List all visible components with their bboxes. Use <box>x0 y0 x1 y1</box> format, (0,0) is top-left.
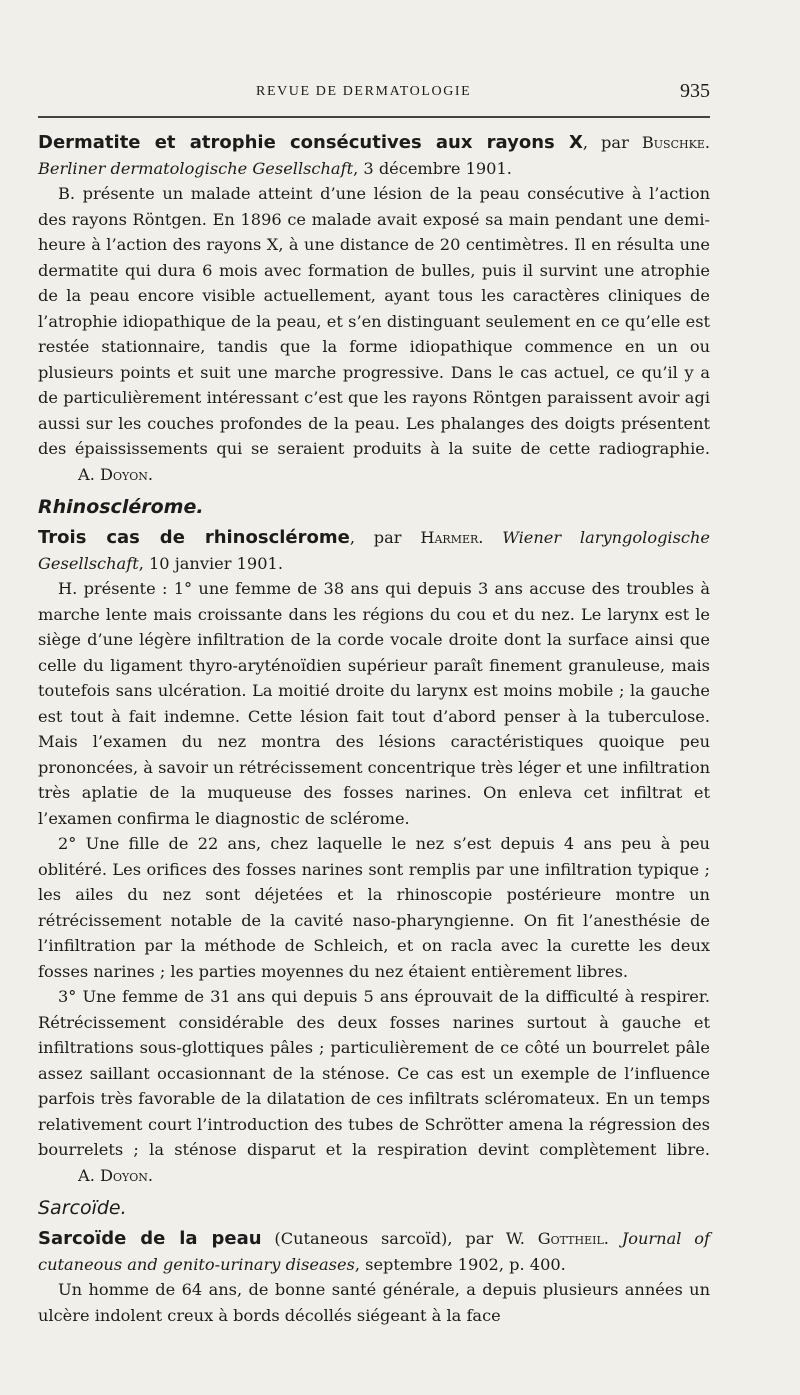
article-sarcoide <box>38 1226 710 1328</box>
article-title: Dermatite et atrophie consécutives aux rayons X <box>38 132 583 153</box>
article-journal: Journal of cutaneous and genito-urinary diseases <box>38 1229 710 1274</box>
article-paragraph-3 <box>38 984 710 1188</box>
article-title: Trois cas de rhinosclérome <box>38 527 350 548</box>
section-heading-sarcoide: Sarcoïde. <box>38 1197 127 1219</box>
article-journal: Wiener laryngologische Gesellschaft <box>38 528 710 573</box>
article-journal: Berliner dermatologische Gesellschaft <box>38 158 354 178</box>
article-body: Un homme de 64 ans, de bonne santé générale, a depuis plusieurs années un ulcère indolent creux à bords décollés siégeant à la face <box>38 1280 710 1325</box>
section-heading-rhinosclerome: Rhinosclérome. <box>38 496 204 518</box>
page <box>38 72 710 1328</box>
page-number: 935 <box>680 80 710 102</box>
article-date: , 10 janvier 1901. <box>138 553 283 573</box>
article-signature: A. Doyon. <box>78 1165 154 1185</box>
body-text: B. présente un malade atteint d’une lésion de la peau consécutive à l’action des rayons Röntgen. En 1896 ce malade avait exposé sa main pendant une demi-heure à l’action des rayons X, à une distance de 20 centimètres. Il en résulta une dermatite qui dura 6 mois avec formation de bulles, puis il survint une atrophie de la peau encore visible actuellement, ayant tous les caractères cliniques de l’atrophie idiopathique de la peau, et s’en distinguant seulement en ce qu’elle est restée stationnaire, tandis que la forme idiopathique commence en un ou plusieurs points et suit une marche progressive. Dans le cas actuel, ce qu’il y a de particulièrement intéressant c’est que les rayons Röntgen paraissent avoir agi aussi sur les couches profondes de la peau. Les phalanges des doigts présentent des épaississements qui se seraient produits à la suite de cette radiographie. <box>38 184 710 458</box>
article-citation <box>38 1226 710 1277</box>
citation-subtitle: (Cutaneous sarcoïd), par W. <box>261 1229 525 1248</box>
article-date: , septembre 1902, p. 400. <box>354 1254 566 1274</box>
article-citation <box>38 130 710 181</box>
article-author: Buschke. <box>641 133 710 152</box>
running-title: REVUE DE DERMATOLOGIE <box>256 84 472 99</box>
article-author: Harmer. <box>420 528 484 547</box>
article-date: , 3 décembre 1901. <box>353 158 512 178</box>
body-text: 3° Une femme de 31 ans qui depuis 5 ans éprouvait de la difficulté à respirer. Rétrécissement considérable des deux fosses narines surtout à gauche et infiltrations sous-glottiques pâles ; particulièrement de ce côté un bourrelet pâle assez saillant occasionnant de la sténose. Ce cas est un exemple de l’influence parfois très favorable de la dilatation de ces infiltrats scléromateux. En un temps relativement court l’introduction des tubes de Schrötter amena la régression des bourrelets ; la sténose disparut et la respiration devint complètement libre. <box>38 987 710 1159</box>
article-paragraph-2: 2° Une fille de 22 ans, chez laquelle le nez s’est depuis 4 ans peu à peu oblitéré. Les orifices des fosses narines sont remplis par une infiltration typique ; les ailes du nez sont déjetées et la rhinoscopie postérieure montre un rétrécissement notable de la cavité naso-pharyngienne. On fit l’anesthésie de l’infiltration par la méthode de Schleich, et on racla avec la curette les deux fosses narines ; les parties moyennes du nez étaient entièrement libres. <box>38 834 710 981</box>
article-title: Sarcoïde de la peau <box>38 1228 262 1249</box>
article-dermatite <box>38 130 710 487</box>
article-signature: A. Doyon. <box>78 464 154 484</box>
citation-by: , par <box>582 133 629 152</box>
running-header <box>38 72 710 112</box>
article-citation <box>38 525 710 576</box>
header-rule <box>38 116 710 118</box>
article-rhinosclerome <box>38 525 710 1188</box>
article-body <box>38 181 710 487</box>
article-paragraph-1: H. présente : 1° une femme de 38 ans qui depuis 3 ans accuse des troubles à marche lente mais croissante dans les régions du cou et du nez. Le larynx est le siège d’une légère infiltration de la corde vocale droite dont la surface ainsi que celle du ligament thyro-aryténoïdien supérieur paraît finement granuleuse, mais toutefois sans ulcération. La moitié droite du larynx est moins mobile ; la gauche est tout à fait indemne. Cette lésion fait tout d’abord penser à la tuberculose. Mais l’examen du nez montra des lésions caractéristiques quoique peu prononcées, à savoir un rétrécissement concentrique très léger et une infiltration très aplatie de la muqueuse des fosses narines. On enleva cet infiltrat et l’examen confirma le diagnostic de sclérome. <box>38 579 710 828</box>
citation-by: , par <box>349 528 402 547</box>
article-author: Gottheil. <box>537 1229 609 1248</box>
